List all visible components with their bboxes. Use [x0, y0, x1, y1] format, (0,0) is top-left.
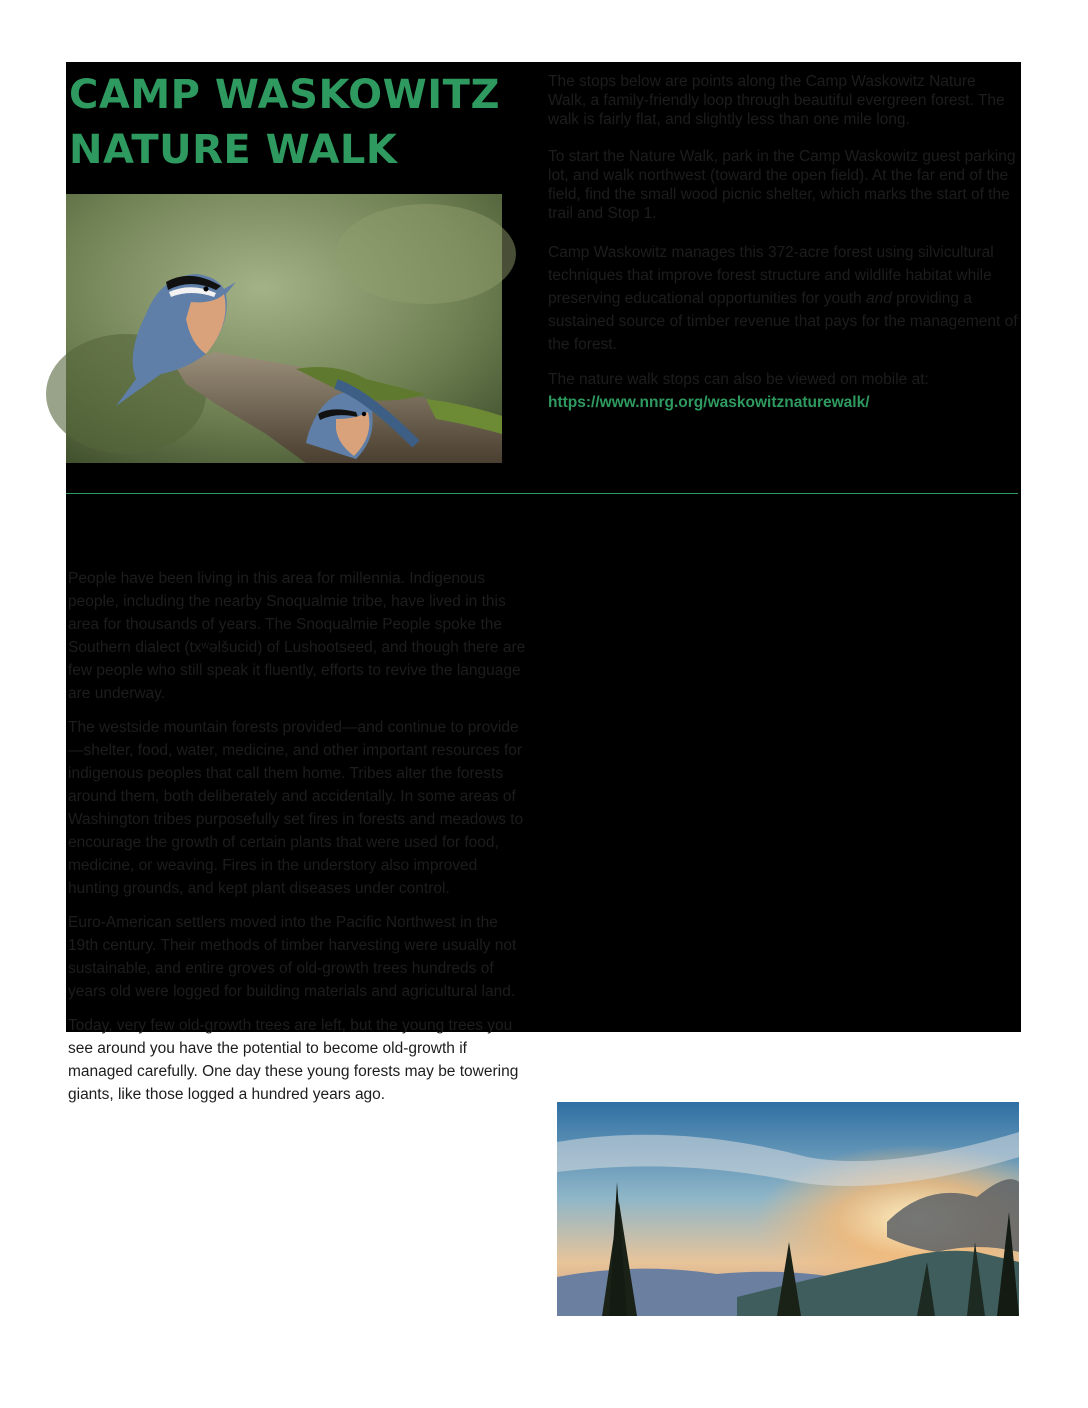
nuthatch-photo: [66, 194, 502, 463]
intro-paragraph-2: To start the Nature Walk, park in the Camp Waskowitz guest parking lot, and walk northwest (toward the open field). At the far end of the field, find the small wood picnic shelter, which marks the start of the trail and Stop 1.: [548, 148, 1016, 222]
section-divider: [66, 493, 1018, 494]
history-paragraph-4: Today, very few old-growth trees are left, but the young trees you see around you have the potential to become old-growth if managed carefully. One day these young forests may be towering giants, like those logged a hundred years ago.: [68, 1017, 519, 1103]
nature-walk-link[interactable]: https://www.nnrg.org/waskowitznaturewalk/: [548, 394, 870, 411]
intro-paragraph-1: The stops below are points along the Camp Waskowitz Nature Walk, a family-friendly loop through beautiful evergreen forest. The walk is fairly flat, and slightly less than one mile long.: [548, 73, 1005, 128]
intro-p3-emphasis: and: [865, 290, 892, 307]
history-paragraph-1: People have been living in this area for millennia. Indigenous people, including the nearby Snoqualmie tribe, have lived in this area for thousands of years. The Snoqualmie People spoke the Southern dialect (txʷəlšucid) of Lushootseed, and though there are few people who still speak it fluently, efforts to revive the language are underway.: [68, 570, 526, 702]
title-line-1: CAMP WASKOWITZ: [69, 72, 500, 118]
page-title: [69, 68, 500, 178]
title-line-2: NATURE WALK: [69, 127, 398, 173]
mountain-sunset-photo: [557, 1102, 1019, 1316]
history-paragraph-2: The westside mountain forests provided—and continue to provide—shelter, food, water, medicine, and other important resources for indigenous peoples that call them home. Tribes alter the forests around them, both deliberately and accidentally. In some areas of Washington tribes purposefully set fires in forests and meadows to encourage the growth of certain plants that were used for food, medicine, or weaving. Fires in the understory also improved hunting grounds, and kept plant diseases under control.: [68, 719, 524, 897]
intro-p3-start: Camp Waskowitz manages this 372-acre forest using silvicultural techniques that improve forest structure and wildlife habitat while preserving educational opportunities for youth: [548, 244, 994, 307]
intro-paragraph-3: [548, 241, 1018, 356]
intro-paragraph-4: [548, 368, 1018, 414]
intro-text: [548, 72, 1018, 414]
history-paragraph-3: Euro-American settlers moved into the Pacific Northwest in the 19th century. Their methods of timber harvesting were usually not sustainable, and entire groves of old-growth trees hundreds of years old were logged for building materials and agricultural land.: [68, 914, 517, 1000]
mobile-note: The nature walk stops can also be viewed on mobile at:: [548, 371, 929, 388]
intro-p3-end: providing a sustained source of timber revenue that pays for the management of the forest.: [548, 290, 1018, 353]
history-text: [68, 567, 528, 1117]
page-panel: [66, 62, 1021, 1103]
